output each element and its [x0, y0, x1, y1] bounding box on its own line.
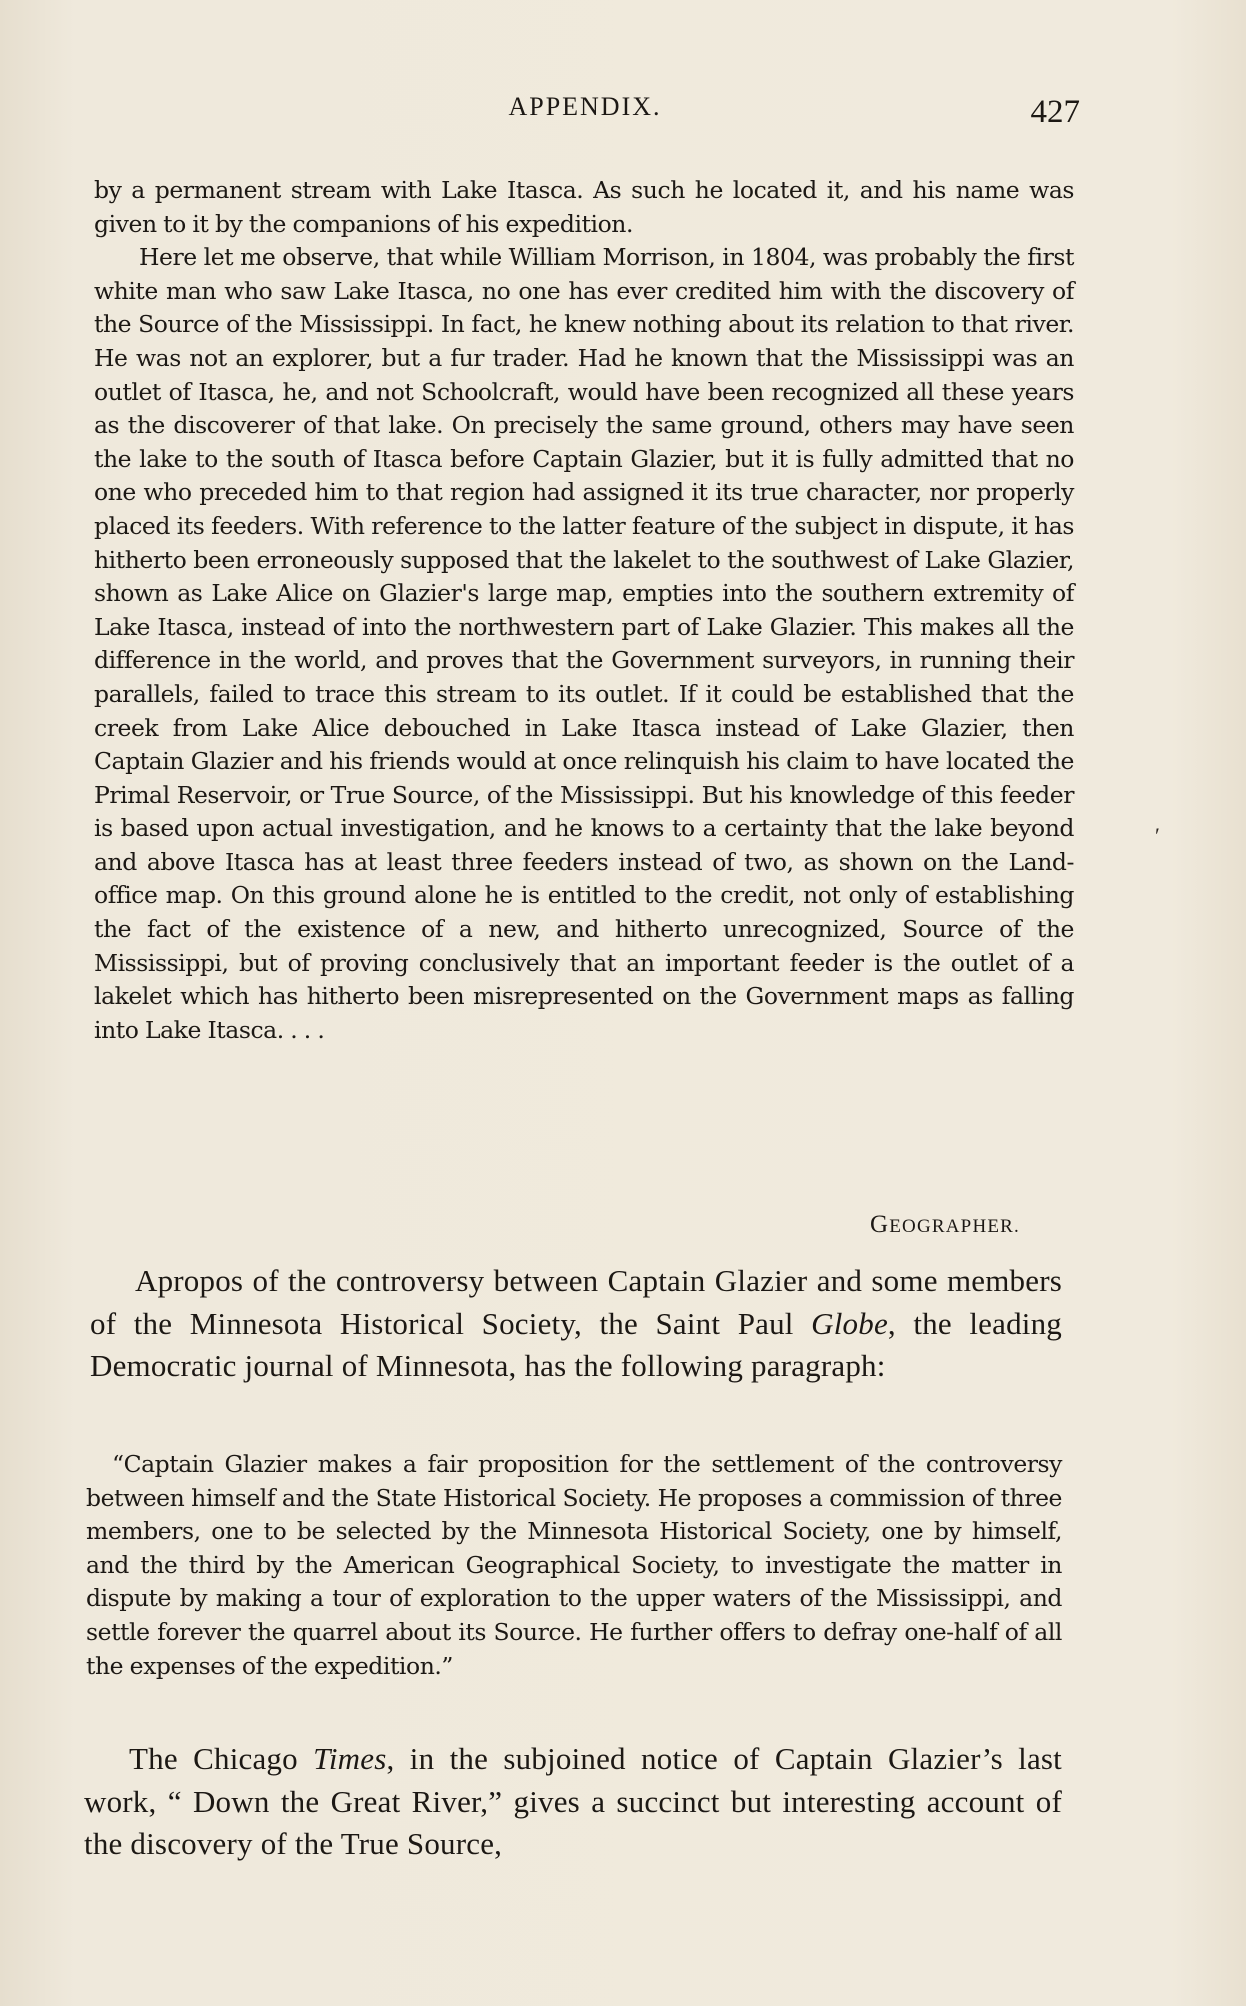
body-paragraph-times: [84, 1738, 1062, 1866]
signature-initial: G: [869, 1211, 890, 1238]
newspaper-title: Times: [313, 1741, 387, 1776]
newspaper-title: Globe: [811, 1305, 888, 1341]
paragraph-text: The Chicago: [129, 1741, 314, 1776]
paragraph-text: , in the subjoined notice of Captain Glazier’s last work, “ Down the Great River,” gives a succinct but interesting account of the discovery of the True Source,: [84, 1741, 1062, 1861]
running-header: [90, 92, 1080, 132]
globe-quotation: [86, 1448, 1062, 1683]
body-paragraph-globe: [90, 1260, 1062, 1388]
paragraph-text: Apropos of the controversy between Captain Glazier and some members of the Minnesota Historical Society, the Saint Paul: [90, 1263, 1062, 1341]
signature-rest: EOGRAPHER.: [889, 1216, 1020, 1237]
quotation-text: “Captain Glazier makes a fair proposition for the settlement of the controversy between himself and the State Historical Society. He proposes a commission of three members, one to be selected by the Minnesota Historical Society, one by himself, and the third by the American Geographical Society, to investigate the matter in dispute by making a tour of exploration to the upper waters of the Mississippi, and settle forever the quarrel about its Source. He further offers to defray one-half of all the expenses of the expedition.”: [86, 1450, 1062, 1680]
excerpt-opening-text: by a permanent stream with Lake Itasca. As such he located it, and his name was given to it by the companions of his expedition.: [94, 176, 1074, 238]
page-number: 427: [1030, 94, 1080, 130]
running-title: APPENDIX.: [508, 92, 662, 121]
geographer-excerpt: [94, 174, 1074, 1047]
excerpt-paragraph: Here let me observe, that while William Morrison, in 1804, was probably the first white man who saw Lake Itasca, no one has ever credited him with the discovery of the Source of the Mississippi. In fact, he knew nothing about its relation to that river. He was not an explorer, but a fur trader. Had he known that the Mississippi was an outlet of Itasca, he, and not Schoolcraft, would have been recognized all these years as the discoverer of that lake. On precisely the same ground, others may have seen the lake to the south of Itasca before Captain Glazier, but it is fully admitted that no one who preceded him to that region had assigned it its true character, nor properly placed its feeders. With reference to the latter feature of the subject in dispute, it has hitherto been erroneously supposed that the lakelet to the southwest of Lake Glazier, shown as Lake Alice on Glazier's large map, empties into the southern extremity of Lake Itasca, instead of into the northwestern part of Lake Glazier. This makes all the difference in the world, and proves that the Government surveyors, in running their parallels, failed to trace this stream to its outlet. If it could be established that the creek from Lake Alice debouched in Lake Itasca instead of Lake Glazier, then Captain Glazier and his friends would at once relinquish his claim to have located the Primal Reservoir, or True Source, of the Mississippi. But his knowledge of this feeder is based upon actual investigation, and he knows to a certainty that the lake beyond and above Itasca has at least three feeders instead of two, as shown on the Land-office map. On this ground alone he is entitled to the credit, not only of establishing the fact of the existence of a new, and hitherto unrecognized, Source of the Mississippi, but of proving conclusively that an important feeder is the outlet of a lakelet which has hitherto been misrepresented on the Government maps as falling into Lake Itasca. . . .: [94, 243, 1074, 1044]
margin-mark: ′: [1155, 823, 1160, 848]
paragraph-text: , the leading Democratic journal of Minnesota, has the following paragraph:: [90, 1305, 1062, 1383]
excerpt-signature: [870, 1211, 1020, 1239]
